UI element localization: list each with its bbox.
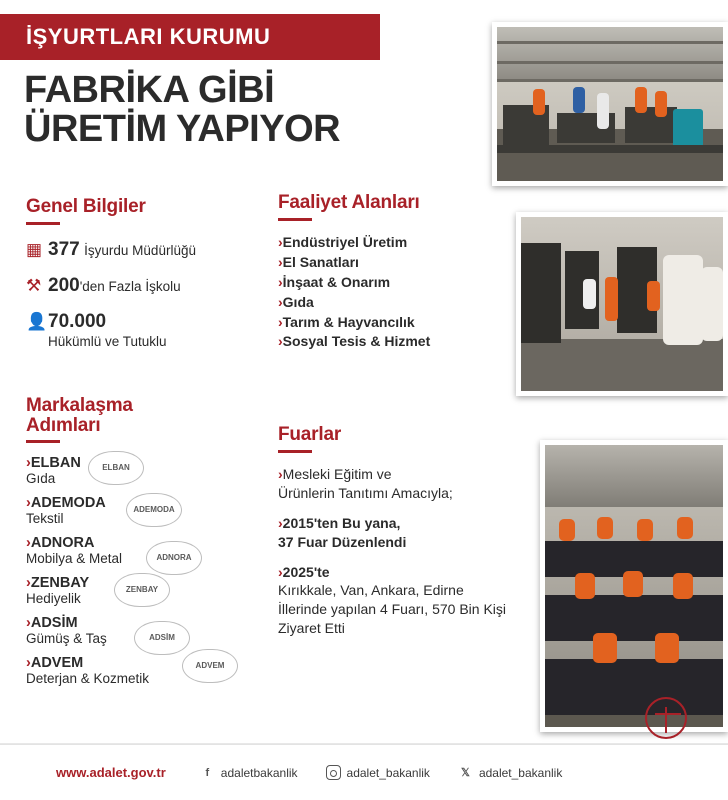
chevron-right-icon: › [278,253,283,270]
chevron-right-icon: › [26,454,31,471]
list-item [26,615,276,646]
list-item [26,495,276,526]
faaliyet-heading: Faaliyet Alanları [278,192,420,213]
photo-workshop-machines [492,22,728,186]
facebook-icon: f [205,766,210,779]
header-bar [0,14,380,60]
genel-bilgiler-heading: Genel Bilgiler [26,196,146,217]
list-item [26,535,276,566]
list-item [278,293,488,313]
organization-title: İŞYURTLARI KURUMU [26,24,271,49]
fuar-line-1: 2015'ten Bu yana, [282,514,401,531]
brand-logo: ADNORA [146,541,202,575]
list-item [278,563,516,639]
brand-name: ADEMODA [30,494,106,511]
heading-underline [26,222,60,225]
brand-logo: ZENBAY [114,573,170,607]
chevron-right-icon: › [278,563,283,580]
headline [24,69,494,151]
list-item [278,465,516,503]
list-item-label: El Sanatları [282,253,359,270]
chevron-right-icon: › [278,333,283,350]
worker-icon: ⚒ [26,276,42,295]
brand-category: Deterjan & Kozmetik [26,670,150,686]
chevron-right-icon: › [26,614,31,631]
chevron-right-icon: › [278,514,283,531]
section-markalasma [26,396,276,695]
brand-name: ADVEM [30,654,84,671]
chevron-right-icon: › [278,313,283,330]
headline-line-1: FABRİKA GİBİ [24,69,275,111]
photo-printing-hall [516,212,728,396]
list-item [278,233,488,253]
stat-row [26,239,276,261]
brand-logo: ADVEM [182,649,238,683]
brand-name: ADNORA [30,534,95,551]
list-item [26,575,276,606]
brand-logo: ELBAN [88,451,144,485]
brand-logo: ADEMODA [126,493,182,527]
social-handle: adaletbakanlik [220,765,298,780]
social-instagram[interactable] [326,765,430,780]
fuar-line-1: 2025'te [282,563,330,580]
list-item [26,655,276,686]
social-facebook[interactable] [200,765,298,780]
list-item [278,332,488,352]
brand-name: ELBAN [30,454,81,471]
stat-row [26,275,276,297]
person-icon: 👤 [26,312,48,331]
fuar-line-1: Mesleki Eğitim ve [282,466,392,482]
headline-line-2: ÜRETİM YAPIYOR [24,108,341,151]
fuar-line-2: Ürünlerin Tanıtımı Amacıyla; [278,484,453,501]
brand-category: Gümüş & Taş [26,630,107,646]
heading-underline [278,450,312,453]
heading-underline [278,218,312,221]
fuar-line-2: 37 Fuar Düzenlendi [278,533,407,550]
chevron-right-icon: › [278,293,283,310]
social-links [200,765,563,780]
list-item-label: Endüstriyel Üretim [282,234,408,250]
list-item [26,455,276,486]
section-genel-bilgiler [26,196,276,349]
stat-row [26,311,276,349]
list-item-label: İnşaat & Onarım [282,273,391,290]
factory-icon: ▦ [26,240,43,259]
list-item-label: Sosyal Tesis & Hizmet [282,333,431,350]
social-handle: adalet_bakanlik [346,765,430,780]
brand-name: ZENBAY [30,574,90,591]
section-fuarlar [278,424,516,649]
list-item-label: Gıda [282,293,314,310]
section-faaliyet-alanlari [278,192,488,352]
brand-category: Hediyelik [26,590,81,606]
stat-value: 200 [48,275,80,296]
stat-label: 'den Fazla İşkolu [79,279,181,294]
list-item [278,313,488,333]
photo-sewing-hall [540,440,728,732]
brand-category: Tekstil [26,510,64,526]
website-link[interactable]: www.adalet.gov.tr [56,765,166,780]
list-item-label: Tarım & Hayvancılık [282,313,415,330]
brand-list [26,455,276,686]
markalasma-heading-line-2: Adımları [26,414,101,436]
list-item [278,514,516,552]
chevron-right-icon: › [278,466,283,482]
ministry-emblem [638,692,694,744]
fuarlar-list [278,465,516,638]
list-item [278,253,488,273]
brand-category: Gıda [26,470,56,486]
fuar-line-2: Kırıkkale, Van, Ankara, Edirne İllerinde yapılan 4 Fuarı, 570 Bin Kişi Ziyaret Etti [278,582,507,637]
chevron-right-icon: › [278,273,283,290]
social-x[interactable] [458,765,562,780]
list-item [278,273,488,293]
instagram-icon [326,765,341,780]
stat-value: 70.000 [48,311,107,332]
faaliyet-list [278,233,488,352]
chevron-right-icon: › [278,234,283,250]
chevron-right-icon: › [26,654,31,671]
stat-value: 377 [48,239,80,260]
fuarlar-heading: Fuarlar [278,424,342,445]
chevron-right-icon: › [26,494,31,511]
brand-name: ADSİM [30,614,78,631]
markalasma-heading-line-1: Markalaşma [26,395,133,416]
stat-sublabel: Hükümlü ve Tutuklu [48,334,167,349]
stat-label: İşyurdu Müdürlüğü [84,243,196,258]
social-handle: adalet_bakanlik [478,765,563,780]
brand-logo: ADSİM [134,621,190,655]
chevron-right-icon: › [26,574,31,591]
heading-underline [26,440,60,443]
footer [0,744,728,800]
chevron-right-icon: › [26,534,31,551]
brand-category: Mobilya & Metal [26,550,123,566]
x-twitter-icon: 𝕏 [461,767,470,779]
